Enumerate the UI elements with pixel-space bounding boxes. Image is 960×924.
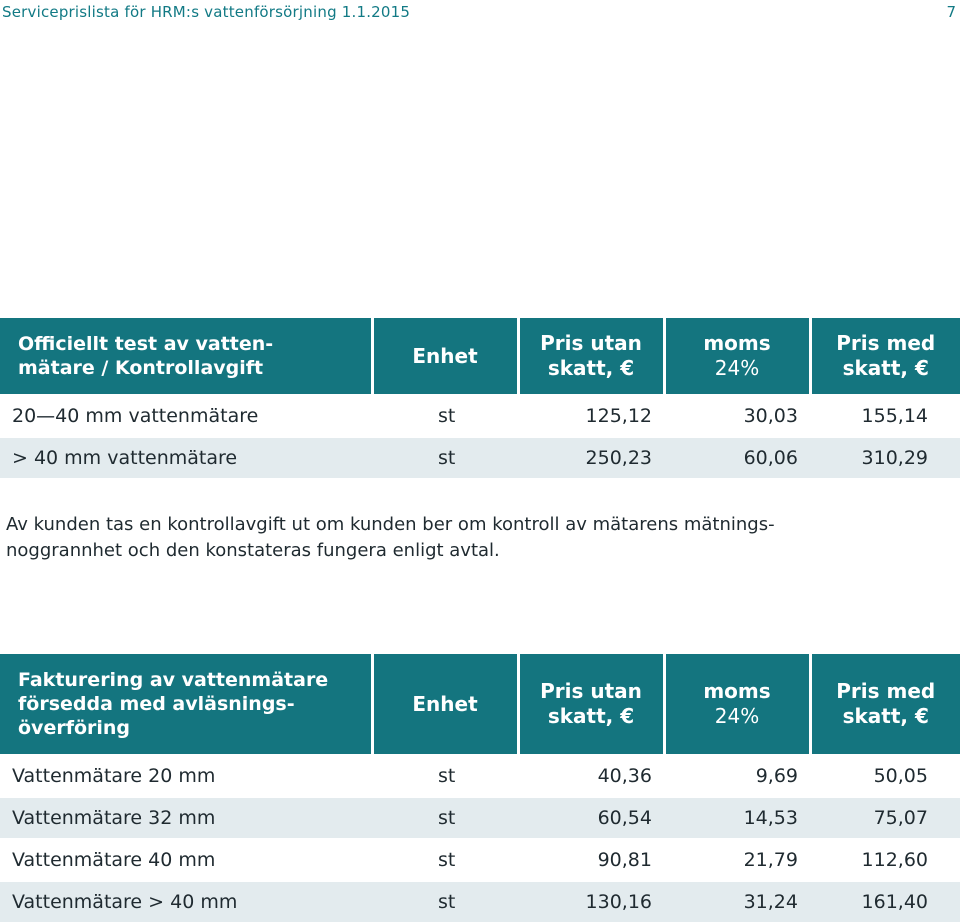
table-row bbox=[0, 395, 960, 437]
row-price-incl-tax: 75,07 bbox=[810, 797, 960, 839]
row-description: Vattenmätare > 40 mm bbox=[0, 881, 372, 922]
header-price-incl-tax bbox=[810, 318, 960, 395]
note-line: Av kunden tas en kontrollavgift ut om kunden ber om kontroll av mätarens mätnings- bbox=[6, 514, 775, 535]
header-line: Pris med bbox=[836, 679, 936, 703]
header-price-excl-tax bbox=[518, 654, 664, 755]
header-description-line: Fakturering av vattenmätare bbox=[18, 669, 329, 691]
table-header-row bbox=[0, 318, 960, 395]
header-line: Pris utan bbox=[540, 679, 642, 703]
row-price-excl-tax: 250,23 bbox=[518, 437, 664, 478]
control-fee-note bbox=[6, 512, 956, 564]
header-description-line: försedda med avläsnings- bbox=[18, 693, 295, 715]
row-price-incl-tax: 50,05 bbox=[810, 755, 960, 797]
header-line: skatt, € bbox=[842, 704, 929, 728]
row-price-excl-tax: 125,12 bbox=[518, 395, 664, 437]
remote-reading-meter-price-table bbox=[0, 654, 960, 922]
header-price-excl-tax bbox=[518, 318, 664, 395]
row-vat: 30,03 bbox=[664, 395, 810, 437]
table-row bbox=[0, 437, 960, 478]
row-description: Vattenmätare 32 mm bbox=[0, 797, 372, 839]
row-unit: st bbox=[372, 881, 518, 922]
header-line: skatt, € bbox=[547, 704, 635, 728]
row-unit: st bbox=[372, 395, 518, 437]
row-unit: st bbox=[372, 437, 518, 478]
header-price-incl-tax bbox=[810, 654, 960, 755]
row-unit: st bbox=[372, 797, 518, 839]
row-price-excl-tax: 60,54 bbox=[518, 797, 664, 839]
page-header bbox=[0, 0, 960, 28]
header-line: moms bbox=[703, 679, 771, 703]
row-description: 20—40 mm vattenmätare bbox=[0, 395, 372, 437]
row-price-excl-tax: 40,36 bbox=[518, 755, 664, 797]
row-description: Vattenmätare 20 mm bbox=[0, 755, 372, 797]
header-description bbox=[0, 318, 372, 395]
header-description bbox=[0, 654, 372, 755]
row-vat: 31,24 bbox=[664, 881, 810, 922]
row-price-excl-tax: 130,16 bbox=[518, 881, 664, 922]
table-row bbox=[0, 797, 960, 839]
header-line: skatt, € bbox=[547, 356, 635, 380]
note-line: noggrannhet och den konstateras fungera enligt avtal. bbox=[6, 540, 500, 561]
document-title: Serviceprislista för HRM:s vattenförsörjning 1.1.2015 bbox=[2, 3, 411, 21]
header-line: Pris utan bbox=[540, 331, 642, 355]
meter-test-price-table bbox=[0, 318, 960, 478]
row-vat: 21,79 bbox=[664, 839, 810, 881]
header-vat bbox=[664, 318, 810, 395]
header-unit bbox=[372, 654, 518, 755]
row-price-incl-tax: 161,40 bbox=[810, 881, 960, 922]
header-description-line: Officiellt test av vatten- bbox=[18, 333, 274, 355]
row-description: > 40 mm vattenmätare bbox=[0, 437, 372, 478]
header-unit-label: Enhet bbox=[412, 691, 478, 716]
row-description: Vattenmätare 40 mm bbox=[0, 839, 372, 881]
row-price-incl-tax: 112,60 bbox=[810, 839, 960, 881]
row-vat: 14,53 bbox=[664, 797, 810, 839]
header-unit-label: Enhet bbox=[412, 343, 478, 368]
table-row bbox=[0, 839, 960, 881]
row-vat: 9,69 bbox=[664, 755, 810, 797]
header-vat-rate: 24% bbox=[714, 704, 760, 728]
row-price-excl-tax: 90,81 bbox=[518, 839, 664, 881]
header-line: Pris med bbox=[836, 331, 936, 355]
row-price-incl-tax: 310,29 bbox=[810, 437, 960, 478]
header-description-line: mätare / Kontrollavgift bbox=[18, 357, 264, 379]
row-vat: 60,06 bbox=[664, 437, 810, 478]
header-line: skatt, € bbox=[842, 356, 929, 380]
table-row bbox=[0, 881, 960, 922]
row-unit: st bbox=[372, 755, 518, 797]
header-vat bbox=[664, 654, 810, 755]
page-number: 7 bbox=[946, 3, 956, 21]
header-line: moms bbox=[703, 331, 771, 355]
table-row bbox=[0, 755, 960, 797]
header-unit bbox=[372, 318, 518, 395]
header-vat-rate: 24% bbox=[714, 356, 760, 380]
header-description-line: överföring bbox=[18, 717, 131, 739]
row-unit: st bbox=[372, 839, 518, 881]
row-price-incl-tax: 155,14 bbox=[810, 395, 960, 437]
table-header-row bbox=[0, 654, 960, 755]
